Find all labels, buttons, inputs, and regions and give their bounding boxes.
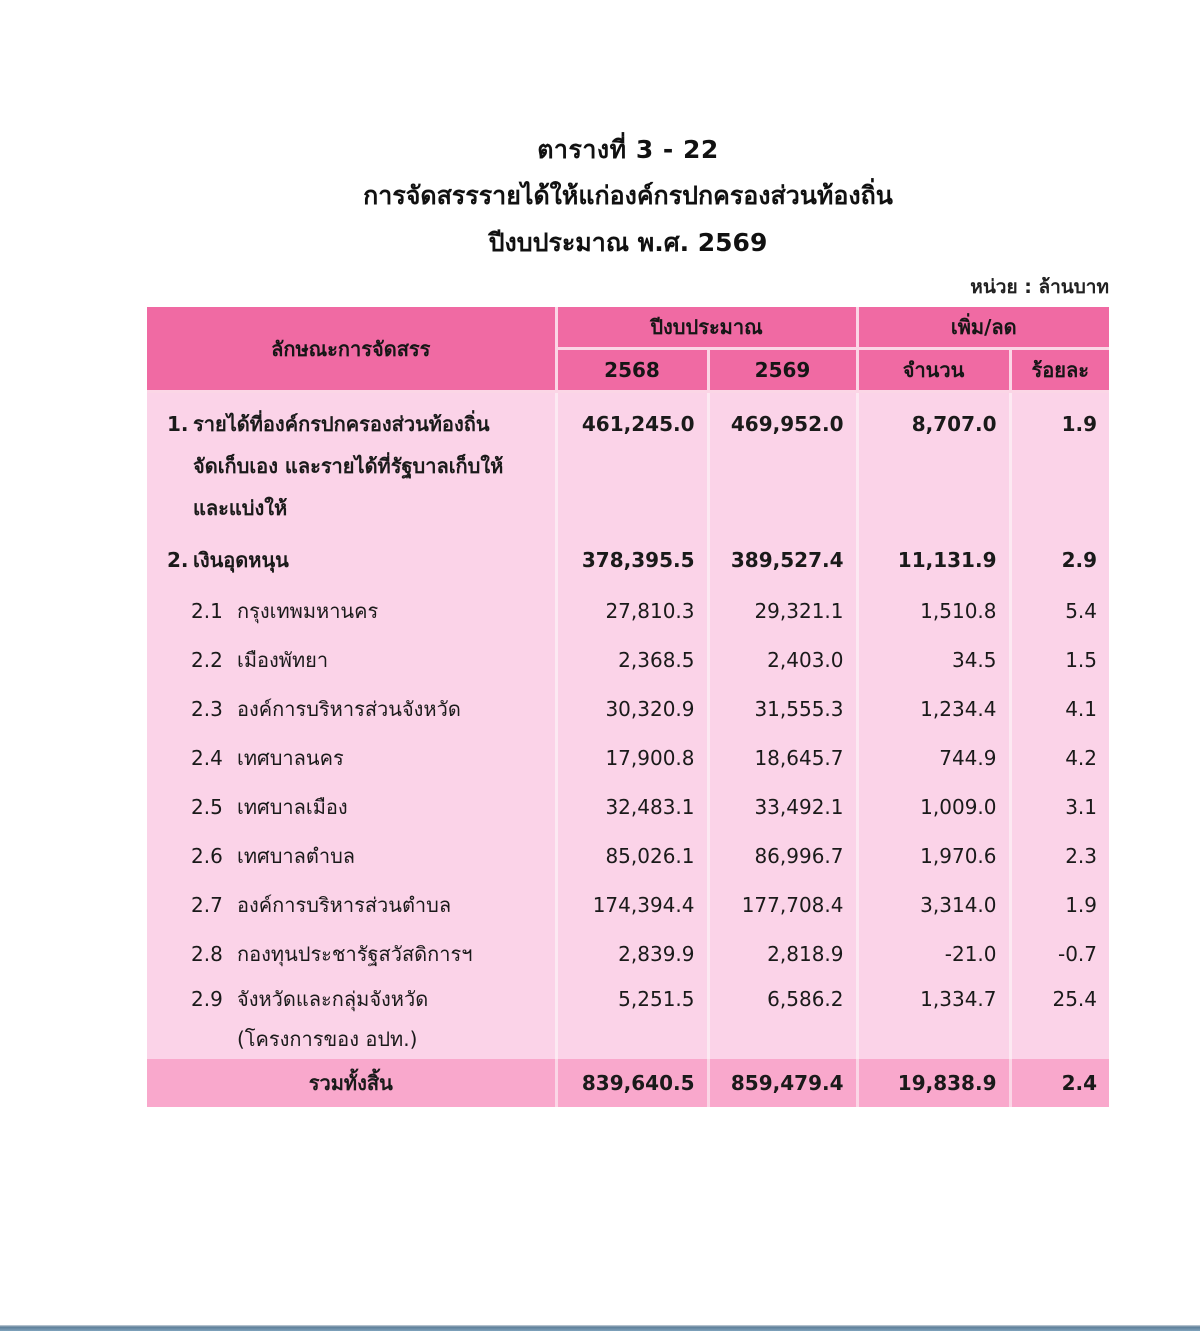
- row-number: 2.8: [191, 942, 223, 966]
- cell-percent: 1.5: [1010, 636, 1109, 685]
- row-number: 2.6: [191, 844, 223, 868]
- cell-2569: 2,403.0: [708, 636, 857, 685]
- header-year-2568: 2568: [556, 349, 708, 392]
- row-label-text: เมืองพัทยา: [237, 648, 329, 672]
- header-row-group: [147, 307, 1109, 349]
- cell-2569: 29,321.1: [708, 587, 857, 636]
- cell-2568: 174,394.4: [556, 881, 708, 930]
- cell-percent: [1010, 392, 1109, 530]
- cell-amount: 1,009.0: [857, 783, 1010, 832]
- cell-percent: [1010, 979, 1109, 1059]
- row-label-text: เทศบาลนคร: [237, 746, 344, 770]
- cell-amount: 1,234.4: [857, 685, 1010, 734]
- cell-percent: 1.9: [1010, 881, 1109, 930]
- value-2569: 389,527.4: [730, 548, 844, 572]
- cell-amount: 34.5: [857, 636, 1010, 685]
- row-label: [147, 881, 556, 930]
- row-label-text: องค์การบริหารส่วนตำบล: [237, 893, 452, 917]
- row-label: [147, 783, 556, 832]
- row-label-continuation: (โครงการของ อปท.): [237, 1027, 418, 1051]
- cell-amount: 1,510.8: [857, 587, 1010, 636]
- row-number: 2.5: [191, 795, 223, 819]
- value-2568: 5,251.5: [618, 987, 695, 1011]
- value-2568: 378,395.5: [581, 548, 695, 572]
- cell-percent: [1010, 529, 1109, 587]
- value-amount: 1,334.7: [920, 987, 997, 1011]
- cell-percent: 2.3: [1010, 832, 1109, 881]
- cell-2568: 17,900.8: [556, 734, 708, 783]
- cell-percent: 5.4: [1010, 587, 1109, 636]
- row-label: [147, 979, 556, 1059]
- header-percent: ร้อยละ: [1010, 349, 1109, 392]
- cell-percent: 4.1: [1010, 685, 1109, 734]
- row-number: 2.2: [191, 648, 223, 672]
- table-row: [147, 734, 1109, 783]
- cell-amount: -21.0: [857, 930, 1010, 979]
- table-row-subsidy: [147, 529, 1109, 587]
- row-label-line: จัดเก็บเอง และรายได้ที่รัฐบาลเก็บให้: [193, 454, 504, 478]
- unit-label: หน่วย : ล้านบาท: [970, 276, 1109, 298]
- value-2569: 6,586.2: [767, 987, 844, 1011]
- cell-2568: 2,839.9: [556, 930, 708, 979]
- cell-2569: 2,818.9: [708, 930, 857, 979]
- cell-amount: [857, 979, 1010, 1059]
- cell-2568: [556, 529, 708, 587]
- header-category: ลักษณะการจัดสรร: [147, 307, 556, 392]
- row-number: 2.1: [191, 599, 223, 623]
- value-percent: 25.4: [1052, 987, 1098, 1011]
- row-label: [147, 529, 556, 587]
- cell-2568: 27,810.3: [556, 587, 708, 636]
- table-row: [147, 832, 1109, 881]
- value-2569: 469,952.0: [730, 412, 844, 436]
- cell-percent: -0.7: [1010, 930, 1109, 979]
- cell-2568: 30,320.9: [556, 685, 708, 734]
- row-label-text: เงินอุดหนุน: [193, 548, 289, 572]
- cell-2568: 32,483.1: [556, 783, 708, 832]
- row-label: [147, 832, 556, 881]
- cell-2569: [708, 979, 857, 1059]
- row-number: 2.4: [191, 746, 223, 770]
- row-label-text: กรุงเทพมหานคร: [237, 599, 379, 623]
- row-label: [147, 636, 556, 685]
- total-percent: 2.4: [1010, 1059, 1109, 1107]
- row-label: [147, 930, 556, 979]
- total-2569: 859,479.4: [708, 1059, 857, 1107]
- cell-2568: 85,026.1: [556, 832, 708, 881]
- cell-2569: [708, 392, 857, 530]
- table-caption: [0, 128, 1200, 266]
- table-row-local-revenue: [147, 392, 1109, 530]
- total-label: รวมทั้งสิ้น: [147, 1059, 556, 1107]
- allocation-table: [147, 307, 1109, 1107]
- row-label: [147, 392, 556, 530]
- cell-2569: 177,708.4: [708, 881, 857, 930]
- value-percent: 2.9: [1061, 548, 1098, 572]
- cell-amount: [857, 529, 1010, 587]
- row-number: 2.: [167, 548, 189, 572]
- row-label-text: เทศบาลตำบล: [237, 844, 356, 868]
- row-label-text: กองทุนประชารัฐสวัสดิการฯ: [237, 942, 473, 966]
- header-change-group: เพิ่ม/ลด: [857, 307, 1109, 349]
- table-row: [147, 930, 1109, 979]
- cell-amount: 1,970.6: [857, 832, 1010, 881]
- row-number: 2.9: [191, 987, 223, 1011]
- row-label-text: จังหวัดและกลุ่มจังหวัด: [237, 987, 429, 1011]
- total-amount: 19,838.9: [857, 1059, 1010, 1107]
- cell-amount: 744.9: [857, 734, 1010, 783]
- table-row: [147, 636, 1109, 685]
- table-row-total: [147, 1059, 1109, 1107]
- row-label: [147, 734, 556, 783]
- row-number: 2.3: [191, 697, 223, 721]
- cell-amount: [857, 392, 1010, 530]
- row-label-line: รายได้ที่องค์กรปกครองส่วนท้องถิ่น: [193, 412, 490, 436]
- window-bottom-border: [0, 1325, 1200, 1331]
- row-number: 1.: [167, 412, 189, 436]
- row-label: [147, 587, 556, 636]
- row-number: 2.7: [191, 893, 223, 917]
- cell-2569: 31,555.3: [708, 685, 857, 734]
- table-title: การจัดสรรรายได้ให้แก่องค์กรปกครองส่วนท้องถิ่น: [363, 181, 893, 210]
- cell-2568: [556, 392, 708, 530]
- table-row: [147, 783, 1109, 832]
- row-label-text: เทศบาลเมือง: [237, 795, 348, 819]
- cell-2569: 86,996.7: [708, 832, 857, 881]
- cell-2569: 33,492.1: [708, 783, 857, 832]
- total-2568: 839,640.5: [556, 1059, 708, 1107]
- cell-percent: 4.2: [1010, 734, 1109, 783]
- table-row: [147, 881, 1109, 930]
- cell-2569: 18,645.7: [708, 734, 857, 783]
- value-amount: 8,707.0: [911, 412, 997, 436]
- cell-2569: [708, 529, 857, 587]
- cell-2568: [556, 979, 708, 1059]
- table-subtitle-fiscal-year: ปีงบประมาณ พ.ศ. 2569: [488, 228, 768, 257]
- table-row: [147, 587, 1109, 636]
- value-2568: 461,245.0: [581, 412, 695, 436]
- header-amount: จำนวน: [857, 349, 1010, 392]
- table-row: [147, 979, 1109, 1059]
- cell-amount: 3,314.0: [857, 881, 1010, 930]
- table-row: [147, 685, 1109, 734]
- cell-2568: 2,368.5: [556, 636, 708, 685]
- value-percent: 1.9: [1061, 412, 1098, 436]
- cell-percent: 3.1: [1010, 783, 1109, 832]
- header-budget-year-group: ปีงบประมาณ: [556, 307, 857, 349]
- table-number: ตารางที่ 3 - 22: [537, 135, 719, 164]
- value-amount: 11,131.9: [897, 548, 997, 572]
- row-label: [147, 685, 556, 734]
- header-year-2569: 2569: [708, 349, 857, 392]
- row-label-line: และแบ่งให้: [193, 496, 288, 520]
- row-label-text: องค์การบริหารส่วนจังหวัด: [237, 697, 461, 721]
